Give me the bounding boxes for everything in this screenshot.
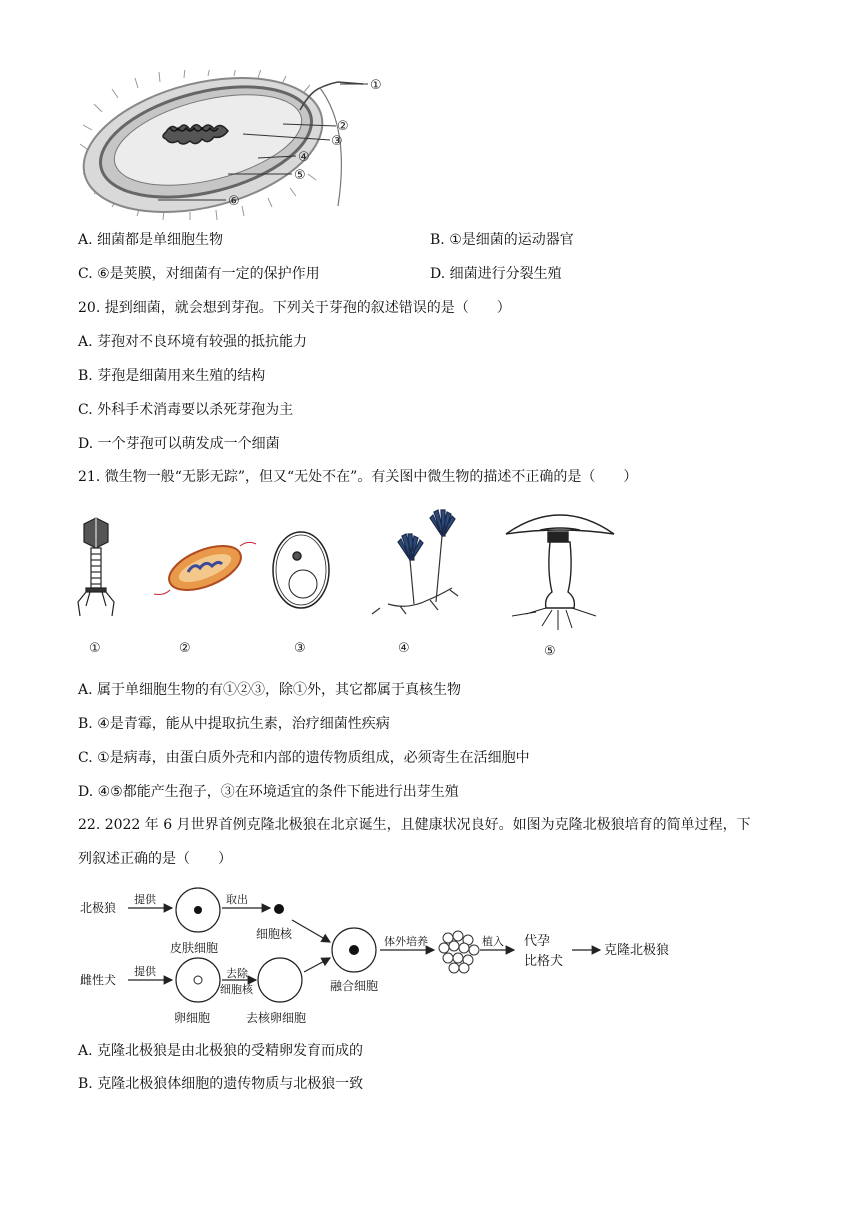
mushroom-icon (506, 515, 614, 630)
label-skin-cell: 皮肤细胞 (170, 941, 219, 955)
label-in-vitro: 体外培养 (384, 935, 428, 948)
clone-process-diagram (78, 880, 698, 1030)
q21-option-a: A. 属于单细胞生物的有①②③，除①外，其它都属于真核生物 (78, 682, 462, 698)
q21-stem: 21. 微生物一般“无影无踪”，但又“无处不在”。有关图中微生物的描述不正确的是（ ） (78, 469, 638, 485)
label-enucleated-egg: 去核卵细胞 (246, 1011, 307, 1025)
label-arctic-wolf: 北极狼 (80, 901, 117, 915)
bacterium-figure (78, 70, 398, 220)
microbe-label-3: ③ (294, 641, 306, 656)
q20-stem: 20. 提到细菌，就会想到芽孢。下列关于芽孢的叙述错误的是（ ） (78, 300, 511, 316)
label-surrogate-2: 比格犬 (524, 954, 564, 969)
microbe-figures (70, 500, 650, 670)
label-provide-2: 提供 (134, 965, 156, 978)
penicillium-icon (372, 510, 458, 614)
label-remove-nucleus: 细胞核 (220, 983, 253, 996)
embryo-cluster-icon (439, 931, 479, 973)
q21-option-b: B. ④是青霉，能从中提取抗生素，治疗细菌性疾病 (78, 716, 390, 732)
microbe-label-1: ① (89, 641, 101, 656)
bacterium-label-6: ⑥ (228, 194, 240, 209)
label-female-dog: 雌性犬 (80, 973, 117, 987)
microbe-label-2: ② (179, 641, 191, 656)
nucleus-shape (274, 904, 284, 914)
yeast-icon (273, 532, 329, 608)
bacterium-label-1: ① (370, 78, 382, 93)
q19-option-c: C. ⑥是荚膜，对细菌有一定的保护作用 (78, 266, 320, 282)
label-nucleus: 细胞核 (256, 927, 293, 941)
label-egg-cell: 卵细胞 (174, 1011, 211, 1025)
microbe-label-5: ⑤ (544, 644, 556, 659)
q21-option-d: D. ④⑤都能产生孢子，③在环境适宜的条件下能进行出芽生殖 (78, 784, 459, 800)
label-remove: 去除 (226, 967, 248, 980)
bacterium-label-3: ③ (331, 134, 343, 149)
bacterium-label-5: ⑤ (294, 168, 306, 183)
bacterium-label-2: ② (337, 119, 349, 134)
label-fused-cell: 融合细胞 (330, 979, 379, 993)
enucleated-egg-shape (258, 958, 302, 1002)
microbe-label-4: ④ (398, 641, 410, 656)
label-take-out: 取出 (226, 893, 248, 906)
q22-option-b: B. 克隆北极狼体细胞的遗传物质与北极狼一致 (78, 1076, 364, 1092)
q20-option-b: B. 芽孢是细菌用来生殖的结构 (78, 368, 266, 384)
q19-option-a: A. 细菌都是单细胞生物 (78, 232, 224, 248)
q22-stem-line2: 列叙述正确的是（ ） (78, 851, 232, 867)
q19-option-d: D. 细菌进行分裂生殖 (430, 266, 562, 282)
q21-option-c: C. ①是病毒，由蛋白质外壳和内部的遗传物质组成，必须寄生在活细胞中 (78, 750, 530, 766)
label-surrogate-1: 代孕 (524, 934, 551, 949)
label-implant: 植入 (482, 935, 504, 948)
label-clone-result: 克隆北极狼 (604, 943, 670, 958)
bacterium-color-icon (154, 537, 256, 599)
q22-stem-line1: 22. 2022 年 6 月世界首例克隆北极狼在北京诞生，且健康状况良好。如图为克隆北极狼培育的简单过程，下 (78, 817, 751, 833)
q20-option-a: A. 芽孢对不良环境有较强的抵抗能力 (78, 334, 308, 350)
q20-option-c: C. 外科手术消毒要以杀死芽孢为主 (78, 402, 294, 418)
label-provide-1: 提供 (134, 893, 156, 906)
phage-icon (78, 518, 114, 616)
bacterium-label-4: ④ (298, 150, 310, 165)
q22-option-a: A. 克隆北极狼是由北极狼的受精卵发育而成的 (78, 1043, 364, 1059)
q19-option-b: B. ①是细菌的运动器官 (430, 232, 574, 248)
q20-option-d: D. 一个芽孢可以萌发成一个细菌 (78, 436, 280, 452)
